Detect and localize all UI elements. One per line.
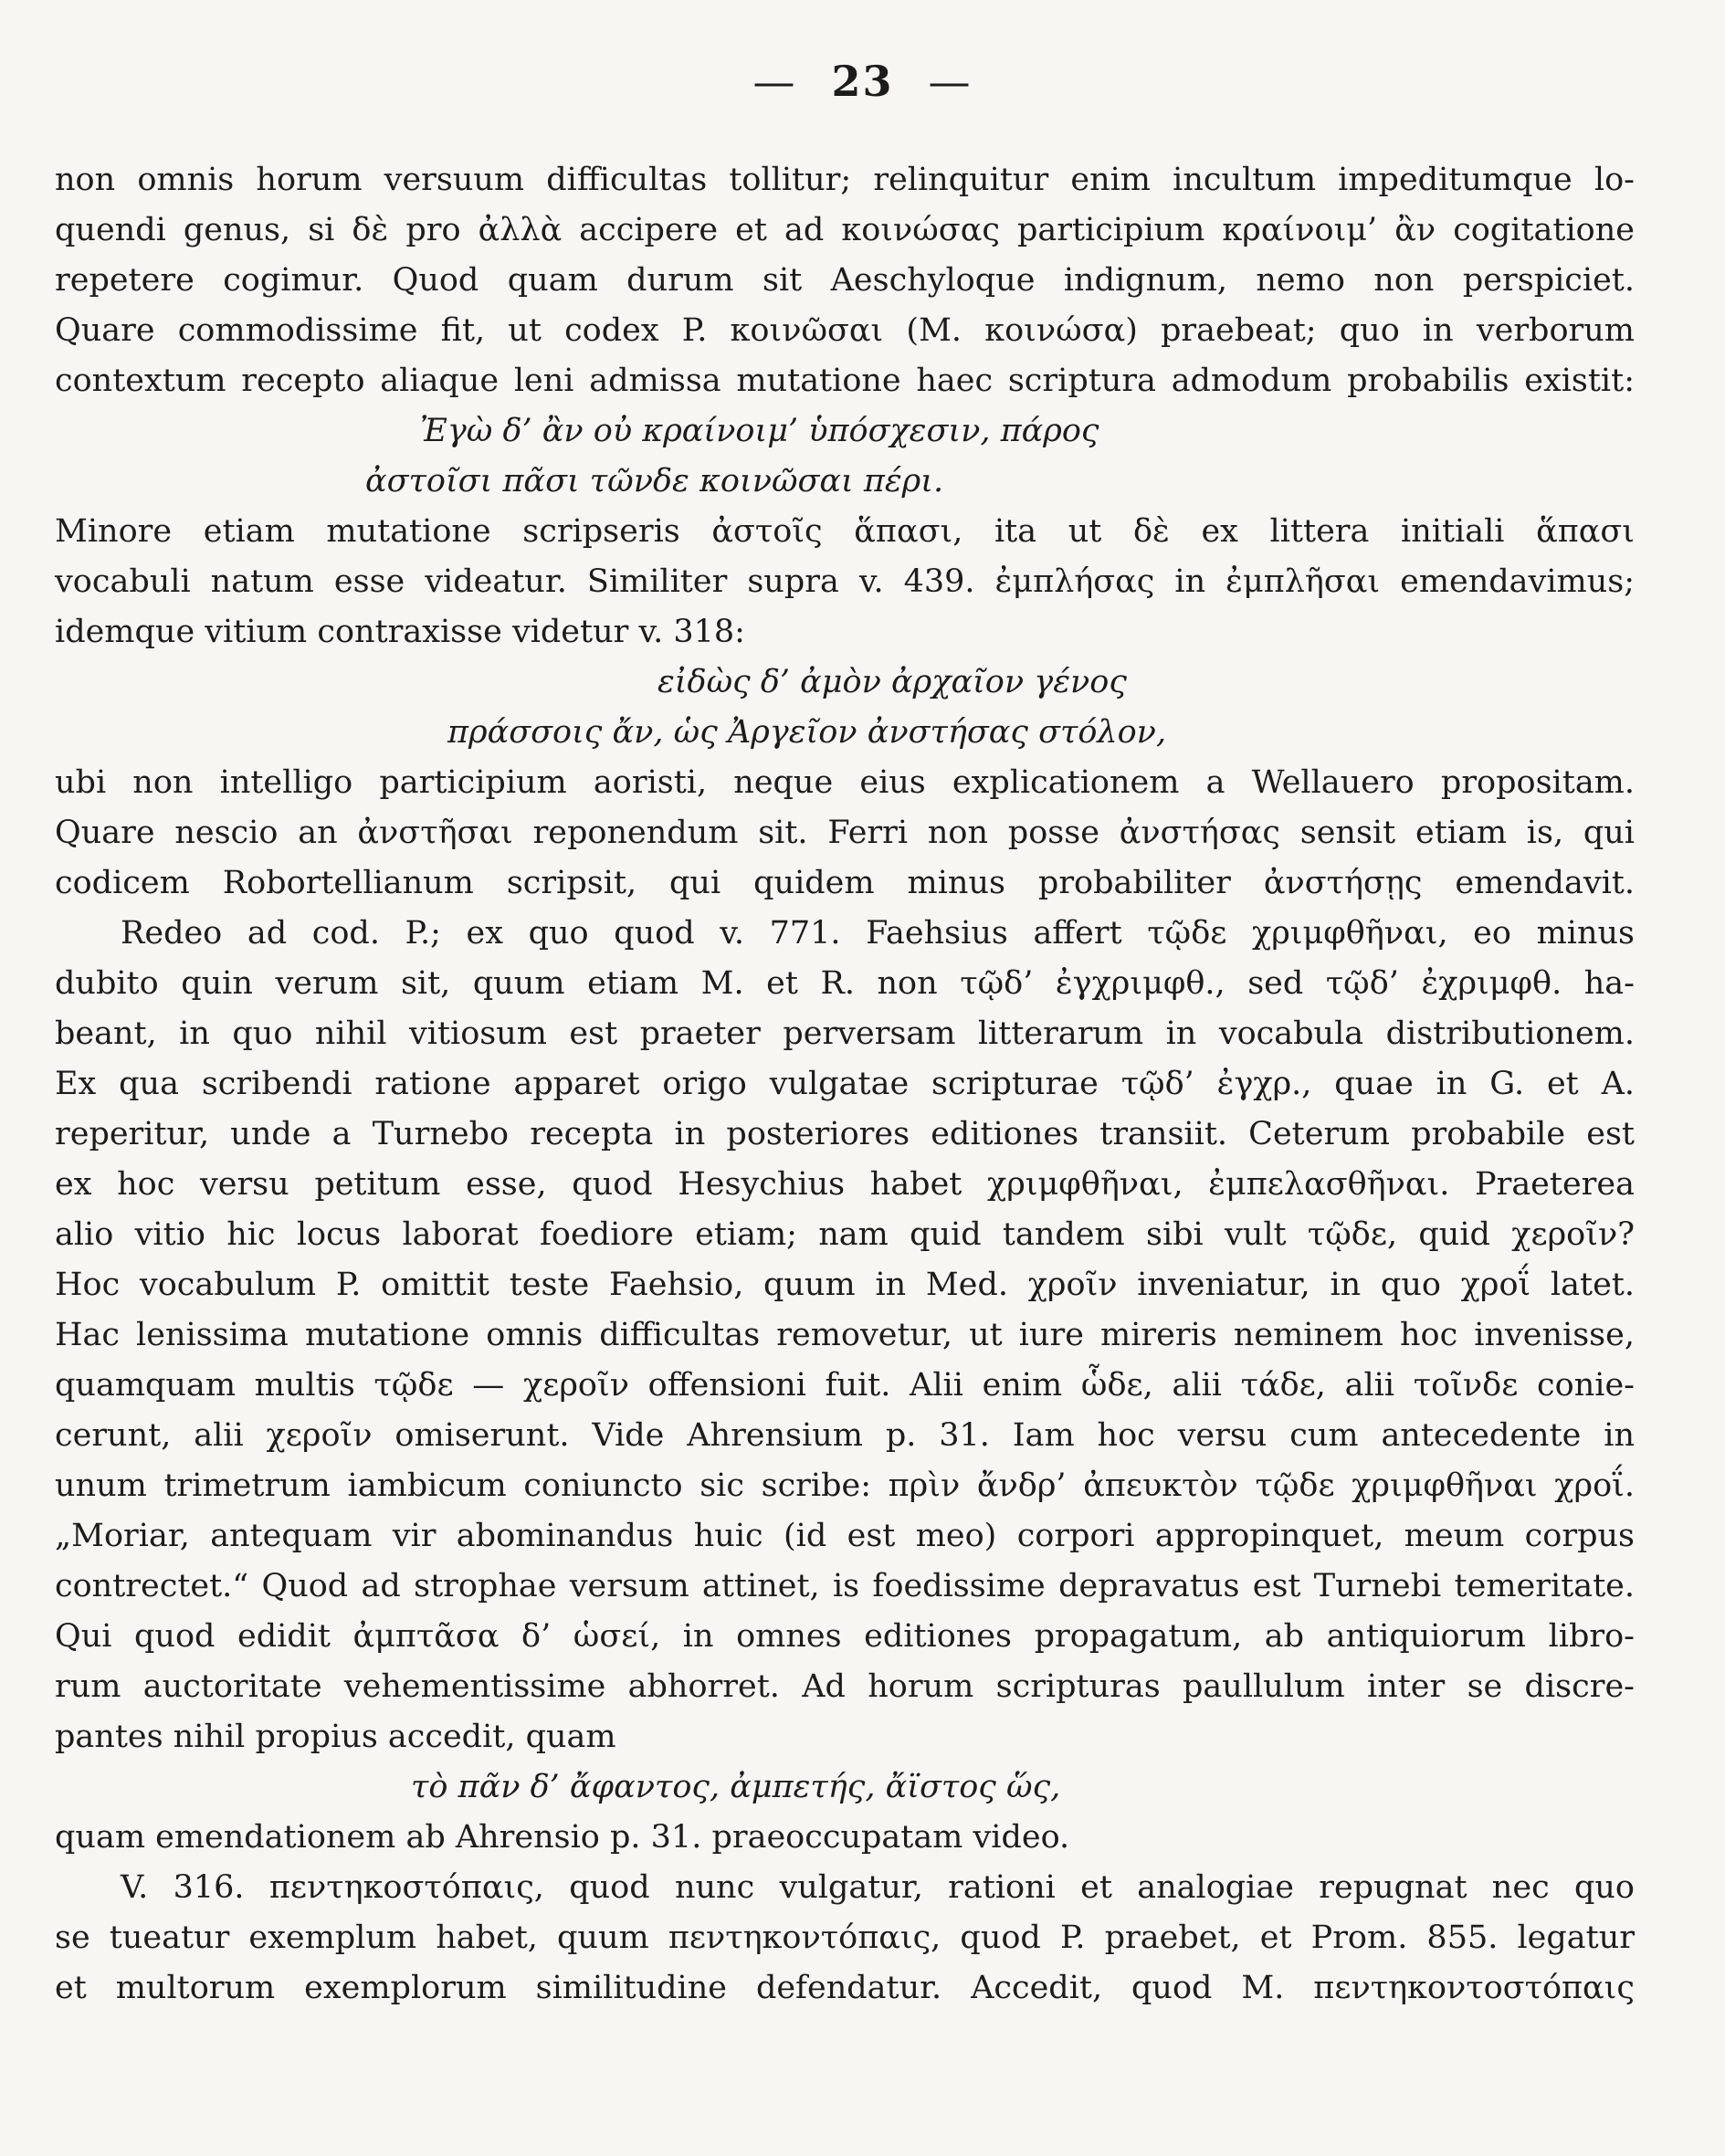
text-line: et multorum exemplorum similitudine defendatur. Accedit, quod M. πεντηκοντοστόπαις [55, 1970, 1635, 2006]
verse-line: τὸ πᾶν δ’ ἄφαντος, ἀμπετής, ἄϊστος ὥς, [411, 1769, 1061, 1805]
text-line: rum auctoritate vehementissime abhorret. Ad horum scripturas paullulum inter se discre- [55, 1668, 1635, 1705]
verse-line: Ἐγὼ δ’ ἂν οὐ κραίνοιμ’ ὑπόσχεσιν, πάρος [420, 413, 1099, 449]
text-line: quamquam multis τῷδε — χεροῖν offensioni fuit. Alii enim ὧδε, alii τάδε, alii τοῖνδε conie- [55, 1367, 1635, 1404]
text-line: unum trimetrum iambicum coniuncto sic scribe: πρὶν ἄνδρ’ ἀπευκτὸν τῷδε χριμφθῆναι χροΐ. [55, 1467, 1635, 1504]
text-line: se tueatur exemplum habet, quum πεντηκοντόπαις, quod P. praebet, et Prom. 855. legatur [55, 1919, 1635, 1956]
verse-line: εἰδὼς δ’ ἀμὸν ἀρχαῖον γένος [657, 664, 1127, 700]
text-line: Hac lenissima mutatione omnis difficultas removetur, ut iure mireris neminem hoc invenisse, [55, 1317, 1635, 1353]
text-line: Hoc vocabulum P. omittit teste Faehsio, quum in Med. χροῖν inveniatur, in quo χροΐ latet. [55, 1267, 1635, 1303]
verse-line: ἀστοῖσι πᾶσι τῶνδε κοινῶσαι πέρι. [365, 463, 944, 500]
text-line: vocabuli natum esse videatur. Similiter supra v. 439. ἐμπλήσας in ἐμπλῆσαι emendavimus; [55, 563, 1635, 600]
page-header [0, 57, 1725, 106]
text-line: non omnis horum versuum difficultas tollitur; relinquitur enim incultum impeditumque lo- [55, 162, 1635, 198]
text-line: contextum recepto aliaque leni admissa mutatione haec scriptura admodum probabilis existit: [55, 363, 1635, 399]
text-line: reperitur, unde a Turnebo recepta in posteriores editiones transiit. Ceterum probabile est [55, 1116, 1635, 1152]
text-line: contrectet.“ Quod ad strophae versum attinet, is foedissime depravatus est Turnebi temeritate. [55, 1568, 1635, 1604]
text-line: Redeo ad cod. P.; ex quo quod v. 771. Faehsius affert τῷδε χριμφθῆναι, eo minus [121, 915, 1635, 952]
text-body [55, 155, 1635, 2014]
text-line: idemque vitium contraxisse videtur v. 318: [55, 614, 745, 650]
text-line: codicem Robortellianum scripsit, qui quidem minus probabiliter ἀνστήσῃς emendavit. [55, 865, 1635, 901]
header-dash-left: — [752, 57, 797, 106]
text-line: quendi genus, si δὲ pro ἀλλὰ accipere et ad κοινώσας participium κραίνοιμ’ ἂν cogitatione [55, 212, 1635, 248]
page-number: 23 [831, 57, 894, 106]
text-line: V. 316. πεντηκοστόπαις, quod nunc vulgatur, rationi et analogiae repugnat nec quo [121, 1869, 1635, 1906]
text-line: Quare nescio an ἀνστῆσαι reponendum sit. Ferri non posse ἀνστήσας sensit etiam is, qui [55, 815, 1635, 851]
text-line: Minore etiam mutatione scripseris ἀστοῖς ἅπασι, ita ut δὲ ex littera initiali ἅπασι [55, 513, 1635, 550]
text-line: repetere cogimur. Quod quam durum sit Aeschyloque indignum, nemo non perspiciet. [55, 262, 1635, 299]
text-line: quam emendationem ab Ahrensio p. 31. praeoccupatam video. [55, 1819, 1070, 1856]
text-line: dubito quin verum sit, quum etiam M. et R. non τῷδ’ ἐγχριμφθ., sed τῷδ’ ἐχριμφθ. ha- [55, 965, 1635, 1002]
text-line: „Moriar, antequam vir abominandus huic (id est meo) corpori appropinquet, meum corpus [55, 1518, 1635, 1554]
text-line: pantes nihil propius accedit, quam [55, 1719, 616, 1755]
text-line: cerunt, alii χεροῖν omiserunt. Vide Ahrensium p. 31. Iam hoc versu cum antecedente in [55, 1417, 1635, 1454]
text-line: ex hoc versu petitum esse, quod Hesychius habet χριμφθῆναι, ἐμπελασθῆναι. Praeterea [55, 1166, 1635, 1203]
text-line: alio vitio hic locus laborat foediore etiam; nam quid tandem sibi vult τῷδε, quid χεροῖν? [55, 1216, 1635, 1253]
text-line: Qui quod edidit ἀμπτᾶσα δ’ ὡσεί, in omnes editiones propagatum, ab antiquiorum libro- [55, 1618, 1635, 1655]
text-line: Quare commodissime fit, ut codex P. κοινῶσαι (M. κοινώσα) praebeat; quo in verborum [55, 312, 1635, 349]
text-line: beant, in quo nihil vitiosum est praeter perversam litterarum in vocabula distributionem. [55, 1015, 1635, 1052]
verse-line: πράσσοις ἄν, ὡς Ἀργεῖον ἀνστήσας στόλον, [447, 714, 1167, 751]
header-dash-right: — [928, 57, 973, 106]
text-line: ubi non intelligo participium aoristi, neque eius explicationem a Wellauero propositam. [55, 764, 1635, 801]
text-line: Ex qua scribendi ratione apparet origo vulgatae scripturae τῷδ’ ἐγχρ., quae in G. et A. [55, 1066, 1635, 1102]
